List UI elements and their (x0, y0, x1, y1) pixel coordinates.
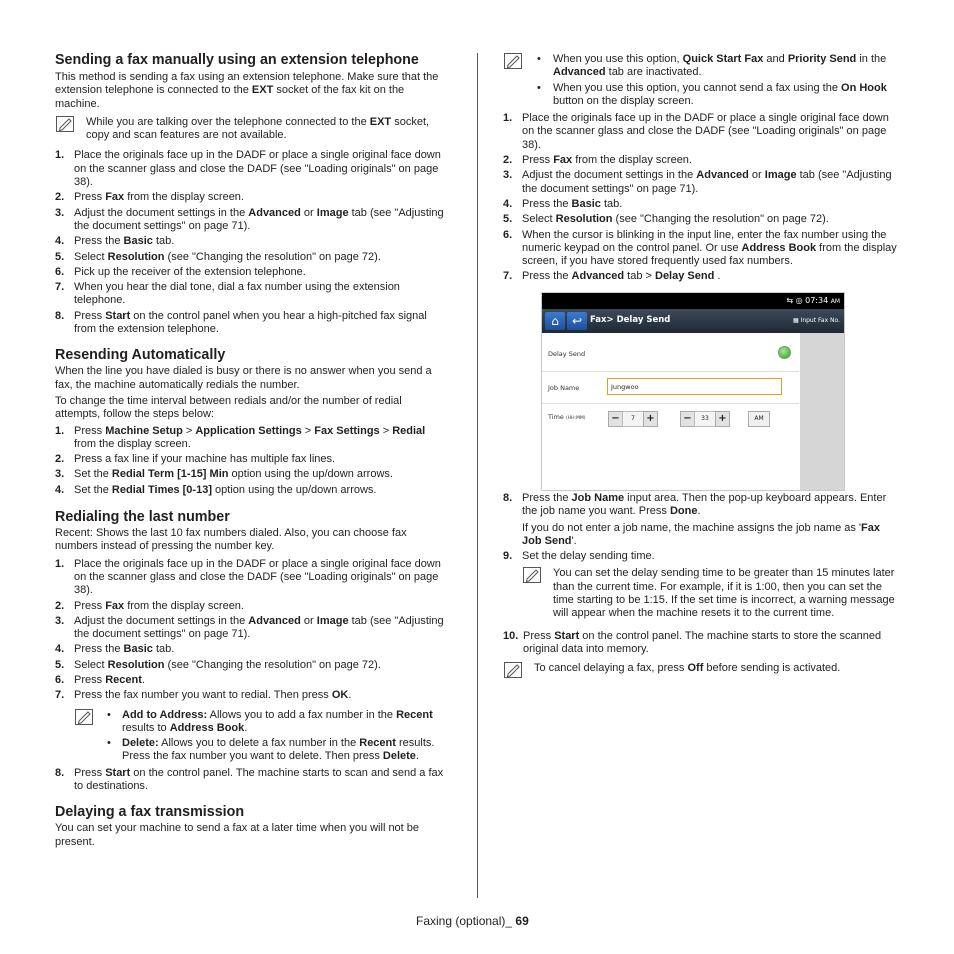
list-item: 3. Adjust the document settings in the Advanced or Image tab (see "Adjusting the document settings" on page 71). (55, 206, 444, 232)
job-name-input[interactable]: Jungwoo (607, 378, 782, 395)
list-item: 4. Press the Basic tab. (55, 643, 175, 656)
page-number: 69 (515, 914, 529, 928)
left-column (55, 53, 447, 849)
keypad-icon: ▦ (792, 317, 801, 324)
list-item: 5. Select Resolution (see "Changing the resolution" on page 72). (55, 658, 381, 671)
section-title-redialing: Redialing the last number (55, 509, 230, 526)
list-item: 6. Press Recent. (55, 673, 145, 686)
globe-icon: ◎ (795, 296, 803, 305)
right-column (503, 53, 897, 284)
home-icon[interactable]: ⌂ (545, 312, 565, 330)
input-fax-no-label: Input Fax No. (800, 317, 840, 324)
time-label: Time (HH:MM) (548, 413, 586, 421)
list-item: • Delete: Allows you to delete a fax number in the Recent results. Press the fax number you want to delete. Then press Delete. (107, 737, 435, 763)
list-item: 2. Press Fax from the display screen. (55, 599, 244, 612)
steps-list (503, 492, 897, 519)
paragraph: To change the time interval between redials and/or the number of redial attempts, follow the steps below: (55, 394, 402, 421)
list-item: • Add to Address: Allows you to add a fax number in the Recent results to Address Book. (107, 708, 433, 734)
paragraph: This method is sending a fax using an extension telephone. Make sure that the extension telephone is connected to the EXT socket of the fax kit on the machine. (55, 71, 439, 110)
steps-list (503, 112, 897, 284)
section-title-manual-extension: Sending a fax manually using an extension telephone (55, 52, 419, 68)
list-item: 5. Select Resolution (see "Changing the resolution" on page 72). (503, 213, 829, 226)
bullet-list (105, 709, 447, 764)
list-item: 3. Set the Redial Term [1-15] Min option using the up/down arrows. (55, 468, 393, 481)
section-title-resending: Resending Automatically (55, 347, 226, 364)
back-icon[interactable]: ↩ (567, 312, 587, 330)
list-item: 8. Press Start on the control panel. The machine starts to scan and send a fax to destinations. (55, 766, 444, 793)
delay-send-toggle[interactable] (778, 346, 791, 359)
minute-field[interactable]: 33 (694, 411, 716, 427)
delay-send-label: Delay Send (548, 350, 586, 358)
list-item: • When you use this option, you cannot send a fax using the On Hook button on the display screen. (537, 81, 887, 107)
list-item: 8. Press Start on the control panel when you hear a high-pitched fax signal from the extension telephone. (55, 309, 427, 336)
steps-list (55, 149, 447, 336)
right-column-lower (503, 492, 897, 676)
ampm-button[interactable]: AM (748, 411, 770, 427)
list-item: 2. Press a fax line if your machine has multiple fax lines. (55, 453, 336, 466)
job-name-row (542, 372, 799, 404)
list-item: 4. Press the Basic tab. (55, 235, 175, 248)
list-item: 3. Adjust the document settings in the Advanced or Image tab (see "Adjusting the document settings" on page 71). (503, 169, 892, 195)
delay-send-screenshot (541, 292, 845, 491)
list-item: 1. Place the originals face up in the DADF or place a single original face down on the scanner glass and close the DADF (see "Loading originals" on page 38). (55, 557, 441, 597)
note-pencil-icon (504, 662, 522, 678)
list-item: 7. Press the Advanced tab > Delay Send . (503, 270, 721, 283)
job-name-label: Job Name (548, 384, 580, 392)
steps-list (503, 550, 897, 563)
clock-time: 07:34 (805, 296, 829, 305)
clock-ampm: AM (830, 298, 840, 305)
steps-list (55, 558, 447, 703)
footer-text: Faxing (optional)_ (416, 914, 516, 928)
note-pencil-icon (56, 116, 74, 132)
column-divider (477, 53, 478, 898)
screen-title: Fax> Delay Send (590, 315, 671, 325)
input-fax-no-button[interactable] (793, 309, 840, 333)
note (503, 53, 897, 108)
title-bar (542, 309, 844, 333)
note: To cancel delaying a fax, press Off before sending is activated. (503, 662, 897, 675)
page-footer (416, 914, 529, 928)
minute-minus-button[interactable]: − (680, 411, 695, 427)
list-item: 4. Set the Redial Times [0-13] option using the up/down arrows. (55, 483, 377, 496)
paragraph: If you do not enter a job name, the machine assigns the job name as 'Fax Job Send'. (522, 521, 880, 547)
hour-minus-button[interactable]: − (608, 411, 623, 427)
list-item: 2. Press Fax from the display screen. (503, 154, 692, 167)
status-bar (542, 293, 844, 309)
side-panel (800, 333, 844, 490)
list-item: 1. Place the originals face up in the DADF or place a single original face down on the scanner glass and close the DADF (see "Loading originals" on page 38). (503, 112, 889, 151)
paragraph: When the line you have dialed is busy or there is no answer when you send a fax, the machine automatically redials the number. (55, 365, 432, 391)
hour-plus-button[interactable]: + (643, 411, 658, 427)
paragraph: Recent: Shows the last 10 fax numbers dialed. Also, you can choose fax numbers instead of pressing the number key. (55, 527, 407, 553)
list-item: 7. Press the fax number you want to redial. Then press OK. (55, 689, 352, 702)
list-item: • When you use this option, Quick Start Fax and Priority Send in the Advanced tab are inactivated. (537, 53, 887, 79)
list-item: 5. Select Resolution (see "Changing the resolution" on page 72). (55, 250, 381, 263)
note-pencil-icon (75, 709, 93, 725)
paragraph: You can set your machine to send a fax at a later time when you will not be present. (55, 822, 420, 848)
minute-plus-button[interactable]: + (715, 411, 730, 427)
list-item: 1. Press Machine Setup > Application Settings > Fax Settings > Redial from the display screen. (55, 424, 426, 450)
note-pencil-icon (504, 53, 522, 69)
list-item: 7. When you hear the dial tone, dial a fax number using the extension telephone. (55, 281, 400, 307)
steps-list (503, 630, 897, 657)
list-item: 1. Place the originals face up in the DADF or place a single original face down on the scanner glass and close the DADF (see "Loading originals" on page 38). (55, 149, 441, 189)
list-item: 3. Adjust the document settings in the Advanced or Image tab (see "Adjusting the document settings" on page 71). (55, 614, 444, 641)
list-item: 4. Press the Basic tab. (503, 197, 623, 210)
list-item: 2. Press Fax from the display screen. (55, 191, 244, 204)
usb-icon: ⇆ (786, 296, 794, 305)
hour-field[interactable]: 7 (622, 411, 644, 427)
bullet-list (535, 53, 897, 108)
section-title-delaying: Delaying a fax transmission (55, 804, 245, 821)
time-row (542, 403, 799, 434)
note-pencil-icon (523, 567, 541, 583)
steps-list (55, 767, 447, 794)
note: You can set the delay sending time to be greater than 15 minutes later than the current time. For example, if it is 1:00, then you can set the time starting to be 1:15. If the set time is incorrect, a warning message will appear when the machine resets it to the current time. (522, 567, 897, 620)
note (74, 709, 447, 764)
note: While you are talking over the telephone connected to the EXT socket, copy and scan features are not available. (55, 116, 447, 143)
list-item: 6. Pick up the receiver of the extension telephone. (55, 265, 306, 278)
list-item: 10. Press Start on the control panel. The machine starts to store the scanned original data into memory. (503, 629, 882, 655)
list-item: 6. When the cursor is blinking in the input line, enter the fax number using the numeric keypad on the control panel. Or use Address Book from the display screen, if you have stored frequently used fax numbers. (503, 228, 897, 268)
list-item: 8. Press the Job Name input area. Then the pop-up keyboard appears. Enter the job name you want. Press Done. (503, 492, 887, 518)
steps-list (55, 425, 447, 497)
list-item: 9. Set the delay sending time. (503, 550, 655, 563)
delay-send-row (542, 340, 799, 372)
